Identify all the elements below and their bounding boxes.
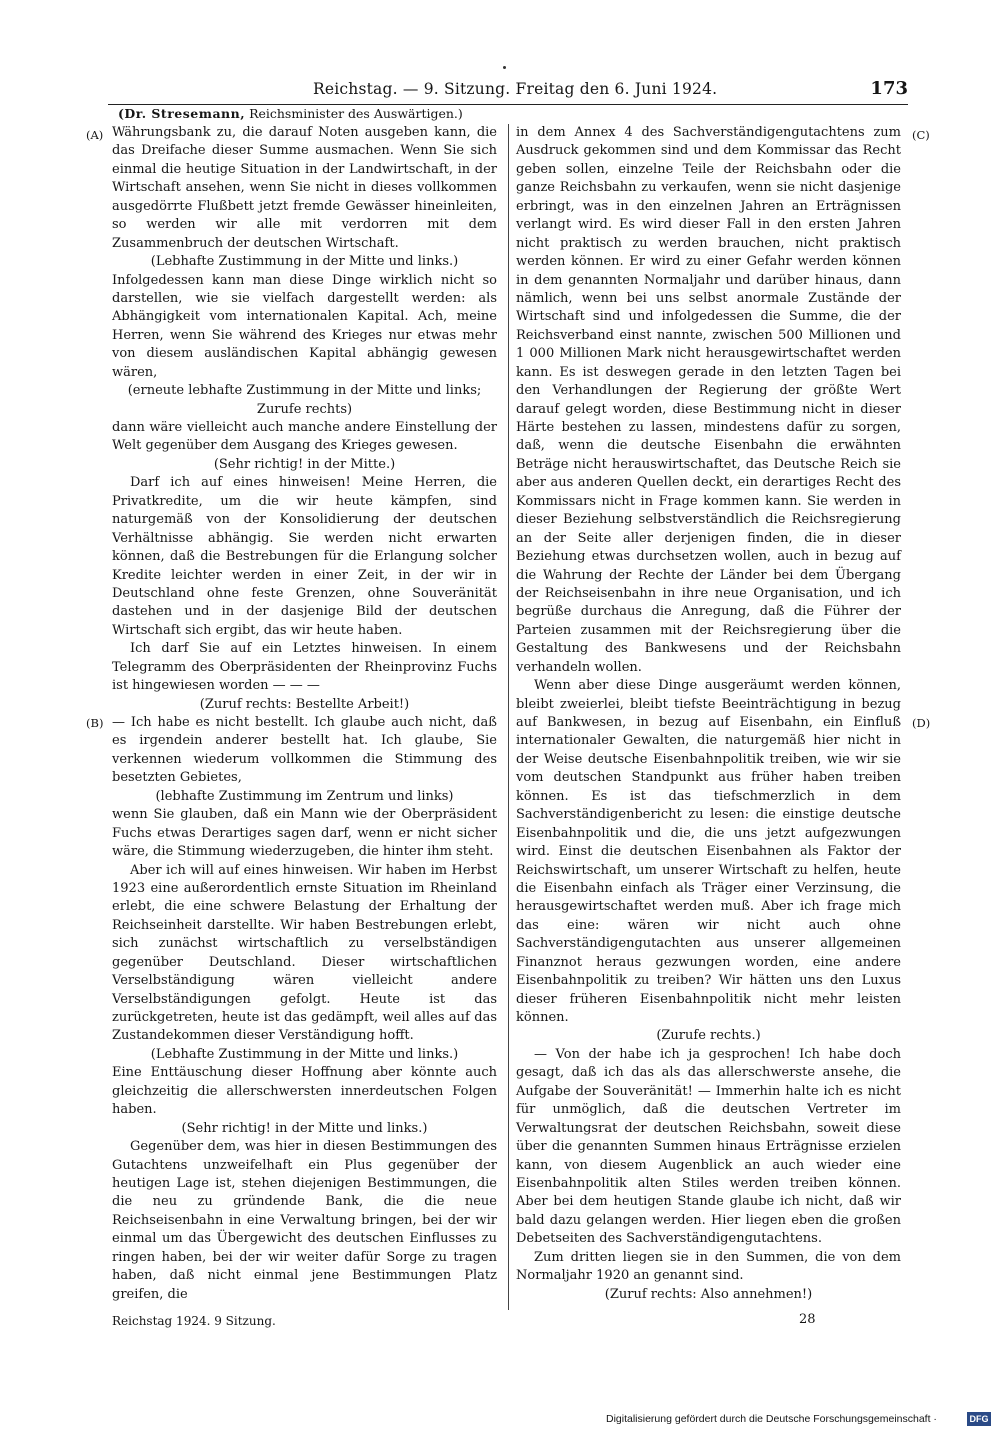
interjection: (Lebhafte Zustimmung in der Mitte und links.) [150, 1046, 459, 1062]
interjection: (Sehr richtig! in der Mitte und links.) [181, 1120, 428, 1136]
paragraph: Gegenüber dem, was hier in diesen Bestimmungen des Gutachtens unzweifelhaft ein Plus gegenüber der heutigen Lage ist, stehen diejenigen Bestimmungen, die die neu zu gründende Bank, die die neue Reichseisenbahn in eine Verwaltung bringen, bei der wir einmal um das Übergewicht des deutschen Einflusses zu ringen haben, bei der wir weiter dafür Sorge zu tragen haben, daß nicht einmal jene Bestimmungen Platz greifen, die [112, 1139, 497, 1302]
column-divider [508, 124, 509, 1310]
paragraph-continuation: Eine Enttäuschung dieser Hoffnung aber könnte auch gleichzeitig die allerschwersten innerdeutschen Folgen haben. [112, 1065, 497, 1118]
print-speck [503, 66, 506, 69]
paragraph: Zum dritten liegen sie in den Summen, die von dem Normaljahr 1920 an genannt sind. [516, 1249, 901, 1284]
margin-marker-b: (B) [86, 716, 104, 730]
interjection: (Zurufe rechts.) [656, 1028, 761, 1044]
paragraph-continuation: — Ich habe es nicht bestellt. Ich glaube auch nicht, daß es irgendein anderer bestellt hat. Ich glaube, Sie verkennen wiederum vollkommen die Stimmung des besetzten Gebietes, [112, 715, 497, 786]
speaker-name: (Dr. Stresemann, [118, 106, 246, 121]
speaker-line [118, 106, 463, 121]
paragraph: Wenn aber diese Dinge ausgeräumt werden können, bleibt zweierlei, bleibt tiefste Beeinträchtigung in bezug auf Bankwesen, in bezug auf Eisenbahn, ein Einfluß internationaler Gewalten, die naturgemäß hier nicht in der Weise deutsche Eisenbahnpolitik treiben, wie wir sie vom deutschen Standpunkt aus früher haben treiben können. Es ist das tiefschmerzlich in dem Sachverständigenbericht zu lesen: die einstige deutsche Eisenbahnpolitik und die, die uns jetzt aufgezwungen wird. Einst die deutschen Eisenbahnen als Faktor der Reichswirtschaft, um unserer Wirtschaft zu helfen, heute die Eisenbahn einfach als Träger einer Verzinsung, die herausgewirtschaftet werden muß. Aber ich frage mich das eine: wären wir nicht auch ohne Sachverständigengutachten aus unserer allgemeinen Finanznot heraus gezwungen worden, eine andere Eisenbahnpolitik zu treiben? Wir hätten uns den Luxus dieser früheren Eisenbahnpolitik nicht mehr leisten können. [516, 678, 901, 1025]
paragraph: — Von der habe ich ja gesprochen! Ich habe doch gesagt, daß ich das als das allerschwerste ansehe, die Aufgabe der Souveränität! — Immerhin halte ich es nicht für unmöglich, daß die deutschen Vertreter im Verwaltungsrat der deutschen Reichsbahn, soweit diese über die genannten Summen hinaus Erträgnisse erzielen kann, von diesem Augenblick an auch wieder eine Eisenbahnpolitik alten Stiles werden treiben können. Aber bei dem heutigen Stande glaube ich nicht, daß wir bald dazu gelangen werden. Hier liegen eben die großen Debetseiten des Sachverständigengutachtens. [516, 1046, 901, 1247]
speaker-role: Reichsminister des Auswärtigen.) [249, 106, 463, 121]
paragraph: Darf ich auf eines hinweisen! Meine Herren, die Privatkredite, um die wir heute kämpfen, sind naturgemäß von der Konsolidierung der deutschen Verhältnisse abhängig. Sie werden nicht erwarten können, daß die Bestrebungen für die Erlangung solcher Kredite leichter werden in einer Zeit, in der wir in Deutschland ohne feste Grenzen, ohne Souveränität dastehen und in der dasjenige Bild der deutschen Wirtschaft sich ergibt, das wir heute haben. [112, 475, 497, 638]
digitization-credit: Digitalisierung gefördert durch die Deutsche Forschungsgemeinschaft · [606, 1413, 937, 1425]
margin-marker-d: (D) [912, 716, 931, 730]
paragraph-continuation: in dem Annex 4 des Sachverständigengutachtens zum Ausdruck gekommen sind und dem Kommissar das Recht geben sollen, einzelne Teile der Reichsbahn oder die ganze Reichsbahn zu verkaufen, wenn sie nicht dasjenige erbringt, was in den einzelnen Jahren an Erträgnissen verlangt wird. Es wird dieser Fall in den ersten Jahren nicht praktisch zu werden brauchen, nicht praktisch werden können. Er wird zu einer Gefahr werden können in dem genannten Normaljahr und darüber hinaus, dann nämlich, wenn bei uns selbst anormale Zustände der Wirtschaft sind und infolgedessen die Summe, die der Reichsverband einst nannte, zwischen 500 Millionen und 1 000 Millionen Mark nicht herausgewirtschaftet werden kann. Es ist deswegen gerade in den letzten Tagen bei den Verhandlungen der Regierung der größte Wert darauf gelegt worden, diese Bestimmung nicht in dieser Härte bestehen zu lassen, mindestens dafür zu sorgen, daß, wenn die deutsche Eisenbahn die erwähnten Beträge nicht herauswirtschaftet, das Deutsche Reich sie aber aus anderen Quellen deckt, ein derartiges Recht des Kommissars nicht in Frage kommen kann. Sie werden in dieser Beziehung selbstverständlich die Reichsregierung an der Seite aller derjenigen finden, die in dieser Beziehung etwas durchsetzen wollen, auch in bezug auf die Wahrung der Rechte der Länder bei dem Übergang der Reichseisenbahn in ihre neue Organisation, und ich begrüße durchaus die Anregung, daß die Führer der Parteien zusammen mit der Reichsregierung über die Gestaltung des Bankwesens und der Reichsbahn verhandeln wollen. [516, 125, 901, 675]
header-title: Reichstag. — 9. Sitzung. Freitag den 6. Juni 1924. [313, 80, 718, 98]
paragraph: Ich darf Sie auf ein Letztes hinweisen. In einem Telegramm des Oberpräsidenten der Rheinprovinz Fuchs ist hingewiesen worden — — — [112, 641, 497, 694]
sheet-number: 28 [799, 1312, 816, 1327]
running-header [108, 78, 908, 104]
header-rule [108, 104, 908, 105]
paragraph-continuation: dann wäre vielleicht auch manche andere Einstellung der Welt gegenüber dem Ausgang des Krieges gewesen. [112, 420, 497, 454]
interjection: (Lebhafte Zustimmung in der Mitte und links.) [150, 254, 459, 270]
dfg-logo: DFG [967, 1412, 991, 1426]
interjection: (Zuruf rechts: Bestellte Arbeit!) [199, 696, 410, 712]
interjection: (Sehr richtig! in der Mitte.) [213, 456, 396, 472]
paragraph-continuation: Infolgedessen kann man diese Dinge wirklich nicht so darstellen, wie sie vielfach dargestellt werden: als Abhängigkeit vom internationalen Kapital. Ach, meine Herren, wenn Sie während des Krieges nur etwas mehr von diesem ausländischen Kapital abhängig gewesen wären, [112, 272, 497, 380]
left-column [112, 124, 497, 1304]
paragraph: Aber ich will auf eines hinweisen. Wir haben im Herbst 1923 eine außerordentlich ernste Situation im Rheinland erlebt, die eine schwere Belastung der Erhaltung der Reichseinheit darstellte. Wir haben Bestrebungen erlebt, sich zunächst wirtschaftlich zu verselbständigen gegenüber Deutschland. Dieser wirtschaftlichen Verselbständigung wären vielleicht andere Verselbständigungen gefolgt. Heute ist das zurückgetreten, heute ist das gedämpft, weil alles auf das Zustandekommen dieser Verständigung hofft. [112, 862, 497, 1044]
paragraph-continuation: Währungsbank zu, die darauf Noten ausgeben kann, die das Dreifache dieser Summe ausmachen. Wenn Sie sich einmal die heutige Situation in der Landwirtschaft, in der Wirtschaft ansehen, wenn Sie nicht in dieses vollkommen ausgedörrte Flußbett jetzt fremde Gewässer hineinleiten, so werden wir alle mit verdorren mit dem Zusammenbruch der deutschen Wirtschaft. [112, 125, 497, 251]
interjection: (lebhafte Zustimmung im Zentrum und links) [155, 788, 454, 804]
margin-marker-a: (A) [86, 128, 104, 142]
right-column [516, 124, 901, 1304]
interjection: (erneute lebhafte Zustimmung in der Mitte und links; Zurufe rechts) [127, 383, 482, 417]
paragraph-continuation: wenn Sie glauben, daß ein Mann wie der Oberpräsident Fuchs etwas Derartiges sagen darf, wenn er nicht sicher wäre, die Stimmung wiederzugeben, die hinter ihm steht. [112, 807, 497, 860]
margin-marker-c: (C) [912, 128, 930, 142]
page-number: 173 [870, 78, 908, 99]
interjection: (Zuruf rechts: Also annehmen!) [604, 1286, 813, 1302]
footer-signature: Reichstag 1924. 9 Sitzung. [112, 1314, 276, 1328]
